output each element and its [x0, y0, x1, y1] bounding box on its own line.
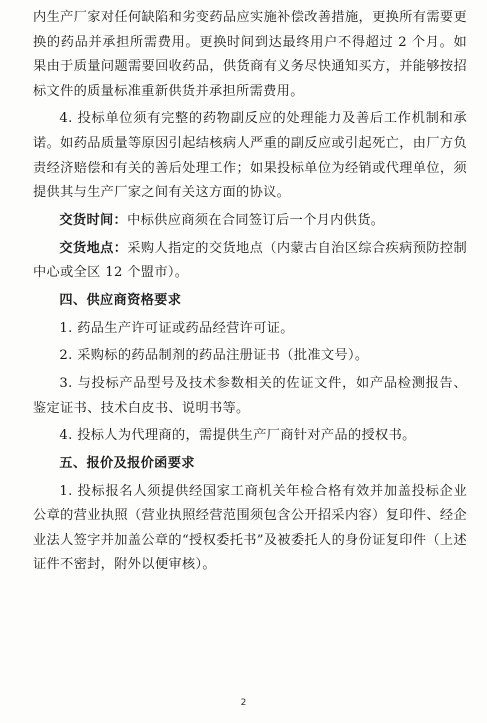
delivery-time-label: 交货时间： [59, 212, 128, 228]
section-heading-quotation: 五、报价及报价函要求 [59, 455, 195, 471]
section-heading-qualifications: 四、供应商资格要求 [59, 292, 182, 308]
page-number: 2 [240, 698, 247, 708]
delivery-time-text: 中标供应商须在合同签订后一个月内供货。 [127, 212, 385, 228]
delivery-place-label: 交货地点： [59, 240, 128, 256]
qualification-item: 3. 与投标产品型号及技术参数相关的佐证文件，如产品检测报告、鉴定证书、技术白皮书、说明书等。 [33, 375, 467, 416]
document-body [33, 6, 467, 581]
quotation-item: 1. 投标报名人须提供经国家工商机关年检合格有效并加盖投标企业公章的营业执照（营业执照经营范围须包含公开招采内容）复印件、经企业法人签字并加盖公章的“授权委托书”及被委托人的身份证复印件（上述证件不密封，附外以便审核）。 [33, 483, 467, 573]
delivery-time [33, 209, 467, 234]
paragraph-compensation: 内生产厂家对任何缺陷和劣变药品应实施补偿改善措施，更换所有需要更换的药品并承担所需费用。更换时间到达最终用户不得超过 2 个月。如果由于质量问题需要回收药品，供货商有义务尽快通知买方，并能够按招标文件的质量标准重新供货并承担所需费用。 [33, 10, 467, 99]
qualification-item: 2. 采购标的药品制剂的药品注册证书（批准文号）。 [59, 348, 369, 364]
qualification-item: 1. 药品生产许可证或药品经营许可证。 [59, 320, 294, 336]
delivery-place-text: 采购人指定的交货地点（内蒙古自治区综合疾病预防控制中心或全区 12 个盟市）。 [33, 240, 468, 281]
qualification-item: 4. 投标人为代理商的，需提供生产厂商针对产品的授权书。 [59, 428, 416, 444]
delivery-place [33, 237, 467, 286]
paragraph-adverse-reaction: 4. 投标单位须有完整的药物副反应的处理能力及善后工作机制和承诺。如药品质量等原因引起结核病人严重的副反应或引起死亡，由厂方负责经济赔偿和有关的善后处理工作；如果投标单位为经销或代理单位，须提供其与生产厂家之间有关这方面的协议。 [33, 111, 467, 201]
